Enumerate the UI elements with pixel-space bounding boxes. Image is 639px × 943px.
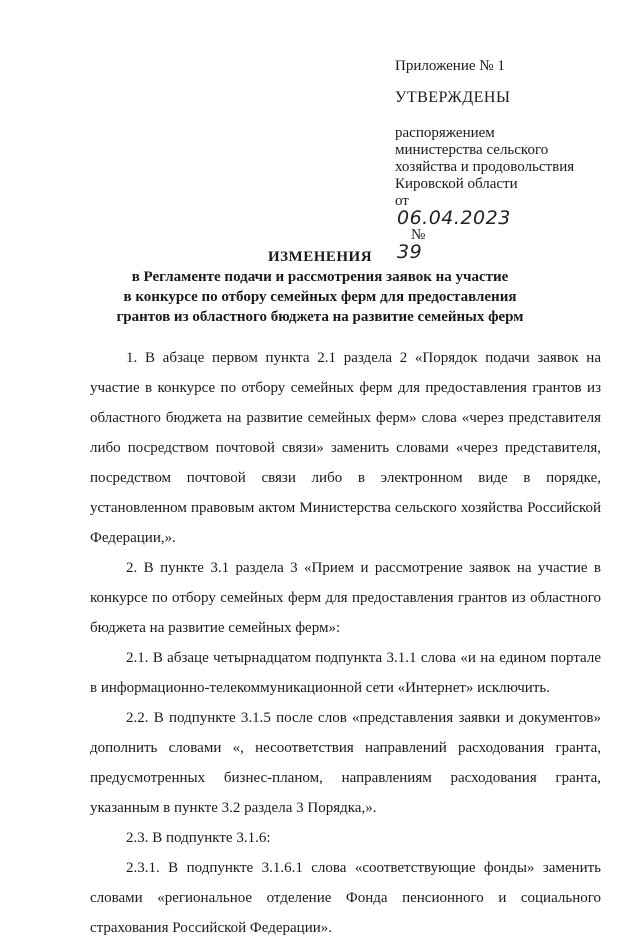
handwritten-number: 39 [397, 241, 423, 263]
paragraph-2: 2. В пункте 3.1 раздела 3 «Прием и рассмотрение заявок на участие в конкурсе по отбору семейных ферм для предоставления грантов из областного бюджета на развитие семейных ферм»: [90, 560, 601, 636]
approval-block [395, 58, 625, 261]
date-prefix: от [395, 193, 409, 209]
approved-label: УТВЕРЖДЕНЫ [395, 89, 511, 106]
appendix-label: Приложение № 1 [395, 58, 505, 74]
paragraph-2-2: 2.2. В подпункте 3.1.5 после слов «представления заявки и документов» дополнить словами «, несоответствия направлений расходования гранта, предусмотренных бизнес-планом, направлениям расходования гранта, указанным в пункте 3.2 раздела 3 Порядка,». [90, 710, 601, 816]
document-title [60, 247, 580, 327]
handwritten-date: 06.04.2023 [397, 207, 511, 229]
title-line: грантов из областного бюджета на развитие семейных ферм [116, 309, 524, 325]
issuer-block [395, 125, 625, 261]
issuer-line: распоряжением [395, 125, 495, 141]
title-line: в Регламенте подачи и рассмотрения заявок на участие [131, 269, 509, 285]
document-body [90, 343, 601, 943]
issuer-line: хозяйства и продовольствия [395, 159, 575, 175]
paragraph-2-3: 2.3. В подпункте 3.1.6: [126, 830, 271, 846]
number-label: № [411, 227, 426, 243]
paragraph-2-1: 2.1. В абзаце четырнадцатом подпункта 3.1.1 слова «и на едином портале в информационно-телекоммуникационной сети «Интернет» исключить. [90, 650, 601, 696]
title-line: в конкурсе по отбору семейных ферм для предоставления [123, 289, 517, 305]
title-main: ИЗМЕНЕНИЯ [267, 249, 373, 265]
paragraph-2-3-1: 2.3.1. В подпункте 3.1.6.1 слова «соответствующие фонды» заменить словами «региональное отделение Фонда пенсионного и социального страхования Российской Федерации». [90, 860, 601, 936]
issuer-line: министерства сельского [395, 142, 549, 158]
issuer-line: Кировской области [395, 176, 518, 192]
paragraph-1: 1. В абзаце первом пункта 2.1 раздела 2 «Порядок подачи заявок на участие в конкурсе по отбору семейных ферм для предоставления грантов из областного бюджета на развитие семейных ферм» слова «через представителя либо посредством почтовой связи» заменить словами «через представителя, посредством почтовой связи либо в электронном виде в порядке, установленном правовым актом Министерства сельского хозяйства Российской Федерации,». [90, 350, 601, 546]
